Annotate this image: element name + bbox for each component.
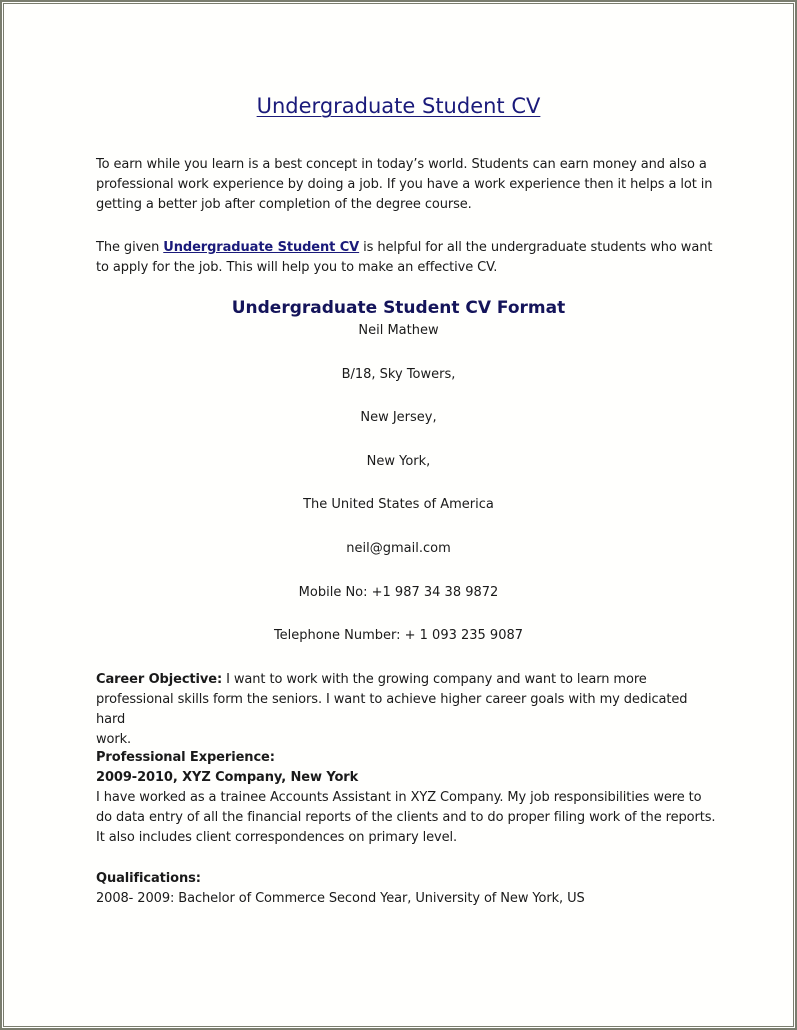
contact-name: Neil Mathew (358, 323, 439, 338)
career-objective-section (96, 670, 716, 750)
text-line: It also includes client correspondences on primary level. (96, 830, 458, 845)
contact-email: neil@gmail.com (346, 541, 451, 556)
qualifications-section (96, 869, 716, 909)
career-objective-label: Career Objective: (96, 672, 223, 687)
text-line: getting a better job after completion of the degree course. (96, 197, 472, 212)
text-line: professional skills form the seniors. I want to achieve higher career goals with my dedicated hard (96, 692, 688, 727)
contact-address-2: New Jersey, (360, 410, 437, 425)
contact-telephone: Telephone Number: + 1 093 235 9087 (273, 628, 524, 643)
text-line: work. (96, 732, 132, 747)
text-line: To earn while you learn is a best concept in today’s world. Students can earn money and also a (96, 157, 707, 172)
intro-paragraph-2 (96, 238, 716, 278)
qualifications-label: Qualifications: (96, 871, 201, 886)
experience-position: 2009-2010, XYZ Company, New York (96, 770, 359, 785)
intro-paragraph-1 (96, 155, 716, 215)
document-title[interactable]: Undergraduate Student CV (256, 94, 541, 118)
contact-country: The United States of America (303, 497, 494, 512)
cv-link[interactable]: Undergraduate Student CV (163, 240, 360, 255)
experience-section (96, 748, 716, 848)
text: is helpful for all the undergraduate students who want (359, 240, 713, 255)
experience-label: Professional Experience: (96, 750, 275, 765)
contact-mobile: Mobile No: +1 987 34 38 9872 (298, 585, 499, 600)
text: I want to work with the growing company and want to learn more (222, 672, 647, 687)
text: The given (96, 240, 164, 255)
qualification-item: 2008- 2009: Bachelor of Commerce Second Year, University of New York, US (96, 891, 585, 906)
text-line: professional work experience by doing a job. If you have a work experience then it helps a lot in (96, 177, 713, 192)
text-line: do data entry of all the financial reports of the clients and to do proper filing work of the reports. (96, 810, 716, 825)
format-heading: Undergraduate Student CV Format (231, 298, 566, 318)
contact-address-3: New York, (366, 454, 431, 469)
contact-address-1: B/18, Sky Towers, (341, 367, 456, 382)
text-line: to apply for the job. This will help you to make an effective CV. (96, 260, 498, 275)
text-line: I have worked as a trainee Accounts Assistant in XYZ Company. My job responsibilities were to (96, 790, 702, 805)
